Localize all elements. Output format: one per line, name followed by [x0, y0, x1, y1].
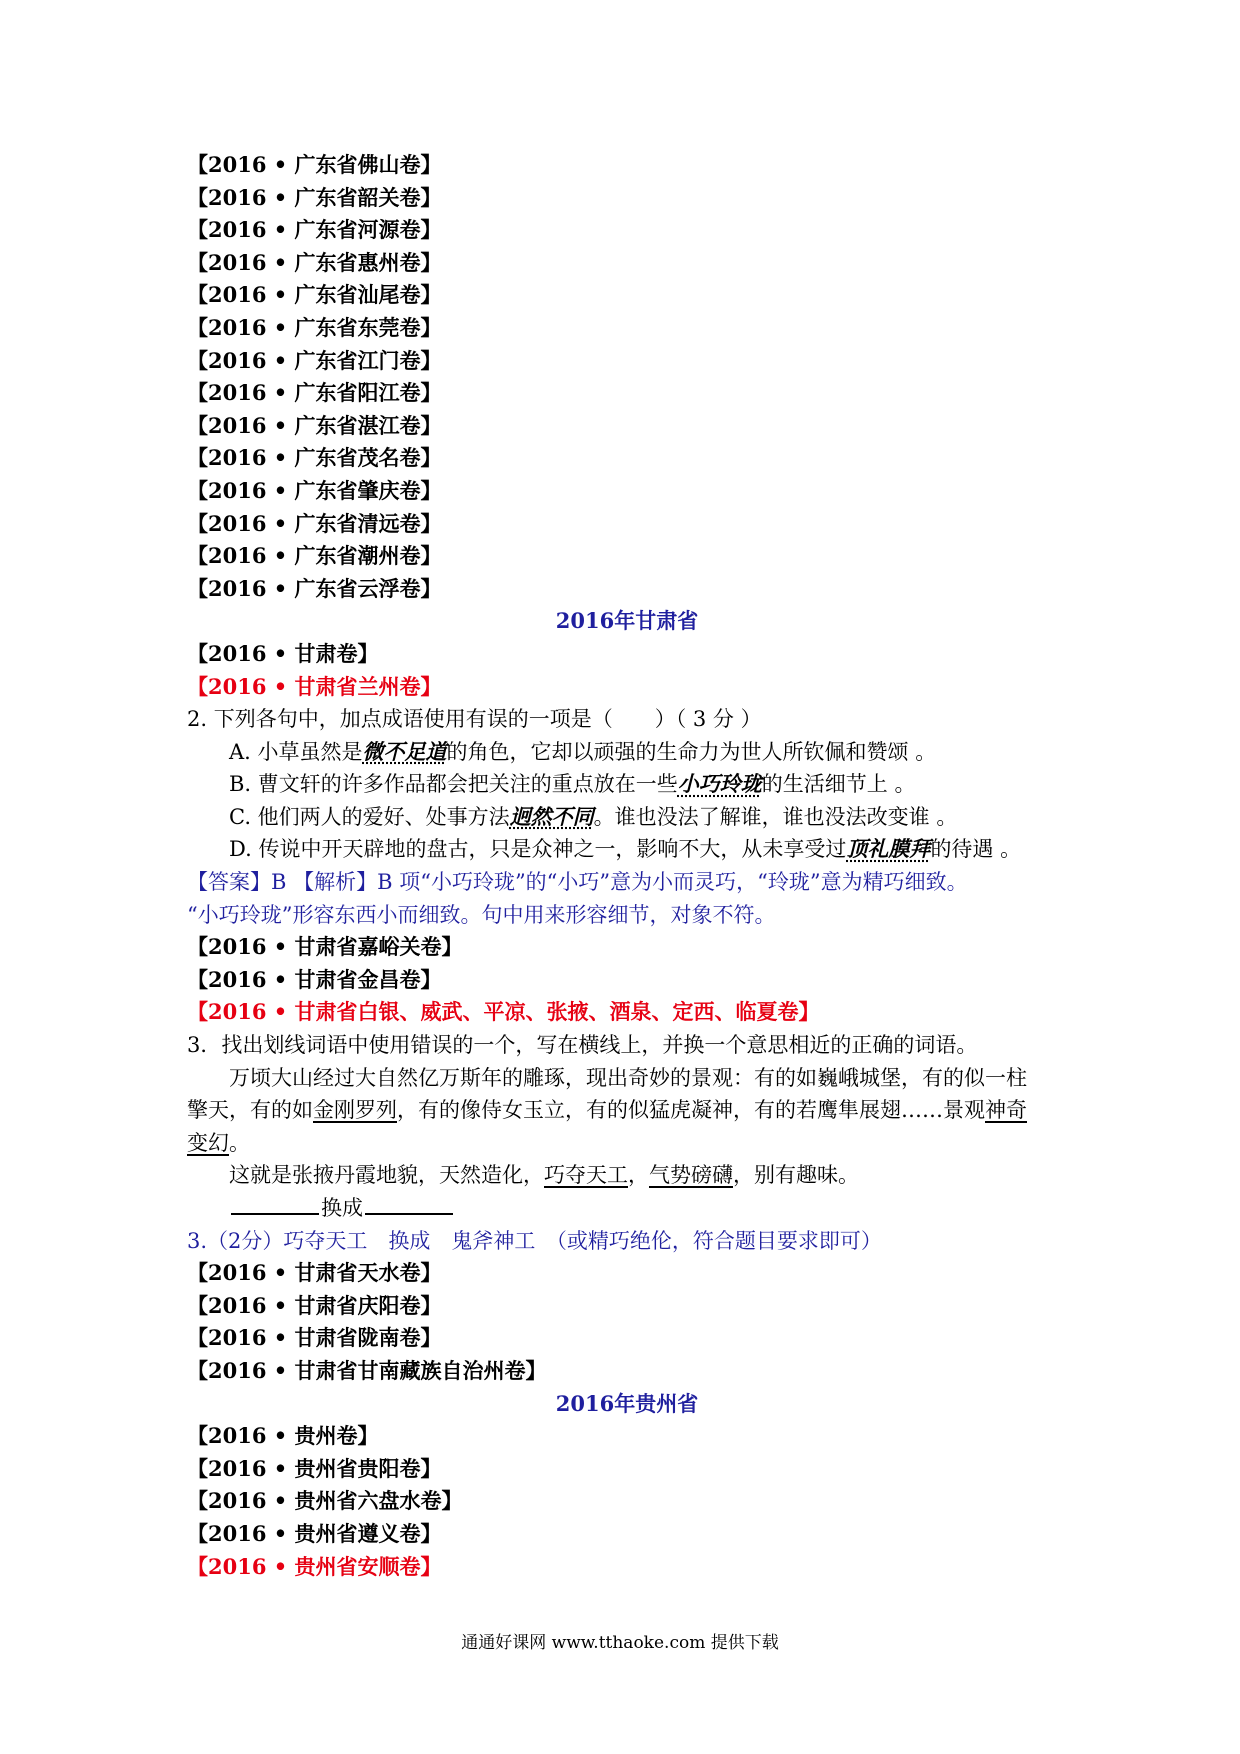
entry-gansu: 【2016 • 甘肃卷】	[187, 640, 379, 666]
entry-guiyang: 【2016 • 贵州省贵阳卷】	[187, 1455, 442, 1481]
q3-underlined-jingang: 金刚罗列	[313, 1098, 397, 1123]
entry-foshan: 【2016 • 广东省佛山卷】	[187, 152, 442, 177]
entry-shanwei: 【2016 • 广东省汕尾卷】	[187, 282, 442, 308]
q2-d-idiom: 顶礼膜拜	[846, 836, 931, 862]
q2-b-pre: B. 曹文轩的许多作品都会把关注的重点放在一些	[229, 772, 678, 797]
q3-para1-line1: 万顷大山经过大自然亿万斯年的雕琢，现出奇妙的景观：有的如巍峨城堡，有的似一柱	[229, 1065, 1027, 1090]
q3-para2	[187, 1159, 1067, 1192]
q2-option-d	[187, 833, 1067, 866]
section-title-gansu: 2016年甘肃省	[555, 608, 699, 634]
entry-zhanjiang: 【2016 • 广东省湛江卷】	[187, 412, 442, 438]
q2-a-idiom: 微不足道	[362, 738, 447, 764]
q2-d-pre: D. 传说中开天辟地的盘古，只是众神之一，影响不大，从未享受过	[229, 837, 847, 862]
entry-zunyi: 【2016 • 贵州省遵义卷】	[187, 1520, 442, 1546]
entry-huizhou: 【2016 • 广东省惠州卷】	[187, 249, 442, 275]
entry-gannan: 【2016 • 甘肃省甘南藏族自治州卷】	[187, 1357, 547, 1383]
entry-anshun: 【2016 • 贵州省安顺卷】	[187, 1553, 442, 1579]
entry-chaozhou: 【2016 • 广东省潮州卷】	[187, 543, 442, 569]
entry-liupanshui: 【2016 • 贵州省六盘水卷】	[187, 1488, 463, 1514]
q2-c-pre: C. 他们两人的爱好、处事方法	[229, 804, 510, 829]
entry-jiangmen: 【2016 • 广东省江门卷】	[187, 347, 442, 373]
q2-c-idiom: 迥然不同	[509, 803, 594, 829]
q3-blank-2[interactable]	[365, 1212, 453, 1215]
q2-a-post: 的角色，它却以顽强的生命力为世人所钦佩和赞颂 。	[446, 739, 937, 764]
entry-yangjiang: 【2016 • 广东省阳江卷】	[187, 380, 442, 406]
entry-jiayuguan: 【2016 • 甘肃省嘉峪关卷】	[187, 934, 463, 960]
entry-lanzhou: 【2016 • 甘肃省兰州卷】	[187, 673, 442, 699]
q3-fill-line	[187, 1192, 1067, 1225]
page-footer: 通通好课网 www.tthaoke.com 提供下载	[461, 1633, 779, 1653]
entry-maoming: 【2016 • 广东省茂名卷】	[187, 445, 442, 471]
q2-stem: 2. 下列各句中，加点成语使用有误的一项是（ ）（ 3 分 ）	[187, 707, 762, 732]
q2-answer-line2: “小巧玲珑”形容东西小而细致。句中用来形容细节，对象不符。	[187, 902, 776, 927]
q2-option-b	[187, 768, 1067, 801]
q3-p2-pre: 这就是张掖丹霞地貌，天然造化，	[229, 1163, 544, 1188]
section-title-guizhou: 2016年贵州省	[555, 1390, 699, 1416]
q3-p2-post: ，别有趣味。	[733, 1163, 859, 1188]
q3-underlined-qiaoduo: 巧夺天工	[544, 1163, 628, 1188]
q3-p1b-post: ，有的像侍女玉立，有的似猛虎凝神，有的若鹰隼展翅……景观	[397, 1098, 985, 1123]
q2-c-post: 。谁也没法了解谁，谁也没法改变谁 。	[593, 804, 958, 829]
q3-para1-line2	[187, 1094, 1067, 1127]
entry-shaoguan: 【2016 • 广东省韶关卷】	[187, 184, 442, 210]
entry-qingyang: 【2016 • 甘肃省庆阳卷】	[187, 1292, 442, 1318]
entry-longnan: 【2016 • 甘肃省陇南卷】	[187, 1325, 442, 1351]
entry-tianshui: 【2016 • 甘肃省天水卷】	[187, 1260, 442, 1286]
entry-jinchang: 【2016 • 甘肃省金昌卷】	[187, 966, 442, 992]
entry-qingyuan: 【2016 • 广东省清远卷】	[187, 510, 442, 536]
q3-p1c-post: 。	[229, 1130, 250, 1155]
q3-underlined-shenqi: 神奇	[985, 1098, 1027, 1123]
entry-dongguan: 【2016 • 广东省东莞卷】	[187, 314, 442, 340]
document-body	[187, 149, 1067, 1583]
q3-replace-label: 换成	[321, 1196, 363, 1220]
q2-a-pre: A. 小草虽然是	[229, 739, 363, 764]
q2-b-post: 的生活细节上 。	[761, 772, 916, 797]
entry-baiyin: 【2016 • 甘肃省白银、威武、平凉、张掖、酒泉、定西、临夏卷】	[187, 999, 820, 1025]
q3-underlined-qishi: 气势磅礴	[649, 1163, 733, 1188]
q3-para1-line3	[187, 1127, 1067, 1160]
q2-answer-line1: 【答案】B 【解析】B 项“小巧玲珑”的“小巧”意为小而灵巧，“玲珑”意为精巧细致。	[187, 870, 968, 895]
q2-d-post: 的待遇 。	[930, 837, 1022, 862]
entry-zhaoqing: 【2016 • 广东省肇庆卷】	[187, 477, 442, 503]
entry-heyuan: 【2016 • 广东省河源卷】	[187, 217, 442, 243]
entry-guizhou: 【2016 • 贵州卷】	[187, 1423, 379, 1449]
q2-b-idiom: 小巧玲珑	[677, 771, 762, 797]
q3-blank-1[interactable]	[231, 1212, 319, 1215]
q3-p2-mid: ，	[628, 1163, 649, 1188]
entry-yunfu: 【2016 • 广东省云浮卷】	[187, 575, 442, 601]
q3-answer: 3.（2分）巧夺天工 换成 鬼斧神工 （或精巧绝伦，符合题目要求即可）	[187, 1228, 882, 1253]
q2-option-a	[187, 736, 1067, 769]
q3-stem: 3．找出划线词语中使用错误的一个，写在横线上，并换一个意思相近的正确的词语。	[187, 1033, 978, 1058]
q3-underlined-bianhuan: 变幻	[187, 1130, 229, 1155]
q3-p1b-pre: 擎天，有的如	[187, 1098, 313, 1123]
q2-option-c	[187, 801, 1067, 834]
